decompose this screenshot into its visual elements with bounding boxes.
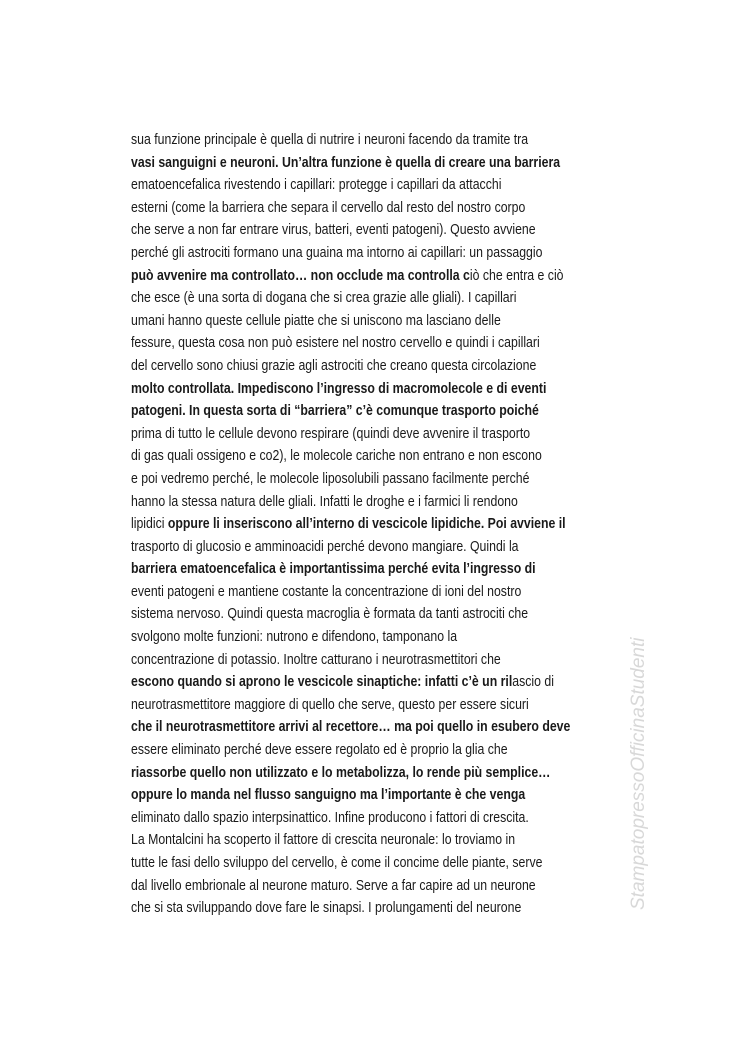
text-line <box>131 491 570 514</box>
text-line <box>131 603 570 626</box>
text-segment: eventi patogeni e mantiene costante la concentrazione di ioni del nostro <box>131 583 522 600</box>
watermark: StampatopressoOfficinaStudenti <box>628 637 649 910</box>
text-segment: di gas quali ossigeno e co2), le molecole cariche non entrano e non escono <box>131 448 542 465</box>
text-segment: neurotrasmettitore maggiore di quello che serve, questo per essere sicuri <box>131 696 529 713</box>
bold-text-segment: barriera ematoencefalica è importantissima perché evita l’ingresso di <box>131 561 536 578</box>
text-segment: iò che entra e ciò <box>469 267 564 284</box>
text-line <box>131 332 570 355</box>
text-segment: eliminato dallo spazio interpsinattico. Infine producono i fattori di crescita. <box>131 809 529 826</box>
text-line <box>131 423 570 446</box>
text-segment: che si sta sviluppando dove fare le sinapsi. I prolungamenti del neurone <box>131 900 522 917</box>
text-segment: del cervello sono chiusi grazie agli astrociti che creano questa circolazione <box>131 357 537 374</box>
text-line <box>131 784 570 807</box>
text-segment: esterni (come la barriera che separa il cervello dal resto del nostro corpo <box>131 199 526 216</box>
bold-text-segment: può avvenire ma controllato… non occlude ma controlla c <box>131 267 470 284</box>
text-line <box>131 174 570 197</box>
text-segment: prima di tutto le cellule devono respirare (quindi deve avvenire il trasporto <box>131 425 531 442</box>
text-segment: concentrazione di potassio. Inoltre catturano i neurotrasmettitori che <box>131 651 501 668</box>
text-line <box>131 807 570 830</box>
text-segment: ematoencefalica rivestendo i capillari: protegge i capillari da attacchi <box>131 177 502 194</box>
text-line <box>131 716 570 739</box>
text-segment: dal livello embrionale al neurone maturo. Serve a far capire ad un neurone <box>131 877 536 894</box>
text-line <box>131 762 570 785</box>
text-line <box>131 739 570 762</box>
text-segment: lipidici <box>131 516 168 533</box>
text-segment: tutte le fasi dello sviluppo del cervello, è come il concime delle piante, serve <box>131 855 543 871</box>
text-line <box>131 310 570 333</box>
text-line <box>131 875 570 898</box>
text-line <box>131 129 570 152</box>
text-line <box>131 671 570 694</box>
bold-text-segment: che il neurotrasmettitore arrivi al recettore… ma poi quello in esubero deve <box>131 719 571 736</box>
text-segment: fessure, questa cosa non può esistere nel nostro cervello e quindi i capillari <box>131 335 540 352</box>
text-line <box>131 197 570 220</box>
text-segment: che esce (è una sorta di dogana che si crea grazie alle gliali). I capillari <box>131 290 517 307</box>
text-line <box>131 694 570 717</box>
bold-text-segment: patogeni. In questa sorta di “barriera” c’è comunque trasporto poiché <box>131 403 539 420</box>
text-line <box>131 897 570 920</box>
text-line <box>131 558 570 581</box>
text-line <box>131 536 570 559</box>
text-line <box>131 219 570 242</box>
text-line <box>131 513 570 536</box>
text-line <box>131 152 570 175</box>
text-segment: sua funzione principale è quella di nutrire i neuroni facendo da tramite tra <box>131 132 529 148</box>
text-segment: ascio di <box>512 674 554 691</box>
text-line <box>131 242 570 265</box>
text-segment: hanno la stessa natura delle gliali. Infatti le droghe e i farmici li rendono <box>131 493 518 510</box>
text-segment: essere eliminato perché deve essere regolato ed è proprio la glia che <box>131 742 508 759</box>
text-line <box>131 287 570 310</box>
body-text <box>131 129 570 920</box>
bold-text-segment: oppure li inseriscono all’interno di vescicole lipidiche. Poi avviene il <box>167 516 566 533</box>
text-line <box>131 265 570 288</box>
bold-text-segment: riassorbe quello non utilizzato e lo metabolizza, lo rende più semplice… <box>131 764 551 781</box>
text-segment: perché gli astrociti formano una guaina ma intorno ai capillari: un passaggio <box>131 244 543 261</box>
text-segment: La Montalcini ha scoperto il fattore di crescita neuronale: lo troviamo in <box>131 832 516 849</box>
bold-text-segment: vasi sanguigni e neuroni. Un’altra funzione è quella di creare una barriera <box>131 154 561 171</box>
bold-text-segment: molto controllata. Impediscono l’ingresso di macromolecole e di eventi <box>131 380 547 397</box>
text-line <box>131 468 570 491</box>
text-segment: svolgono molte funzioni: nutrono e difendono, tamponano la <box>131 629 458 646</box>
text-line <box>131 355 570 378</box>
text-segment: e poi vedremo perché, le molecole liposolubili passano facilmente perché <box>131 470 530 487</box>
text-line <box>131 626 570 649</box>
text-line <box>131 378 570 401</box>
bold-text-segment: oppure lo manda nel flusso sanguigno ma l’importante è che venga <box>131 787 526 804</box>
text-segment: sistema nervoso. Quindi questa macroglia è formata da tanti astrociti che <box>131 606 529 623</box>
text-line <box>131 581 570 604</box>
bold-text-segment: escono quando si aprono le vescicole sinaptiche: infatti c’è un ril <box>131 674 513 691</box>
text-segment: umani hanno queste cellule piatte che si uniscono ma lasciano delle <box>131 312 501 329</box>
text-line <box>131 649 570 672</box>
text-line <box>131 852 570 875</box>
text-segment: che serve a non far entrare virus, batteri, eventi patogeni). Questo avviene <box>131 222 536 239</box>
text-line <box>131 400 570 423</box>
text-line <box>131 445 570 468</box>
text-segment: trasporto di glucosio e amminoacidi perché devono mangiare. Quindi la <box>131 538 519 555</box>
text-line <box>131 829 570 852</box>
